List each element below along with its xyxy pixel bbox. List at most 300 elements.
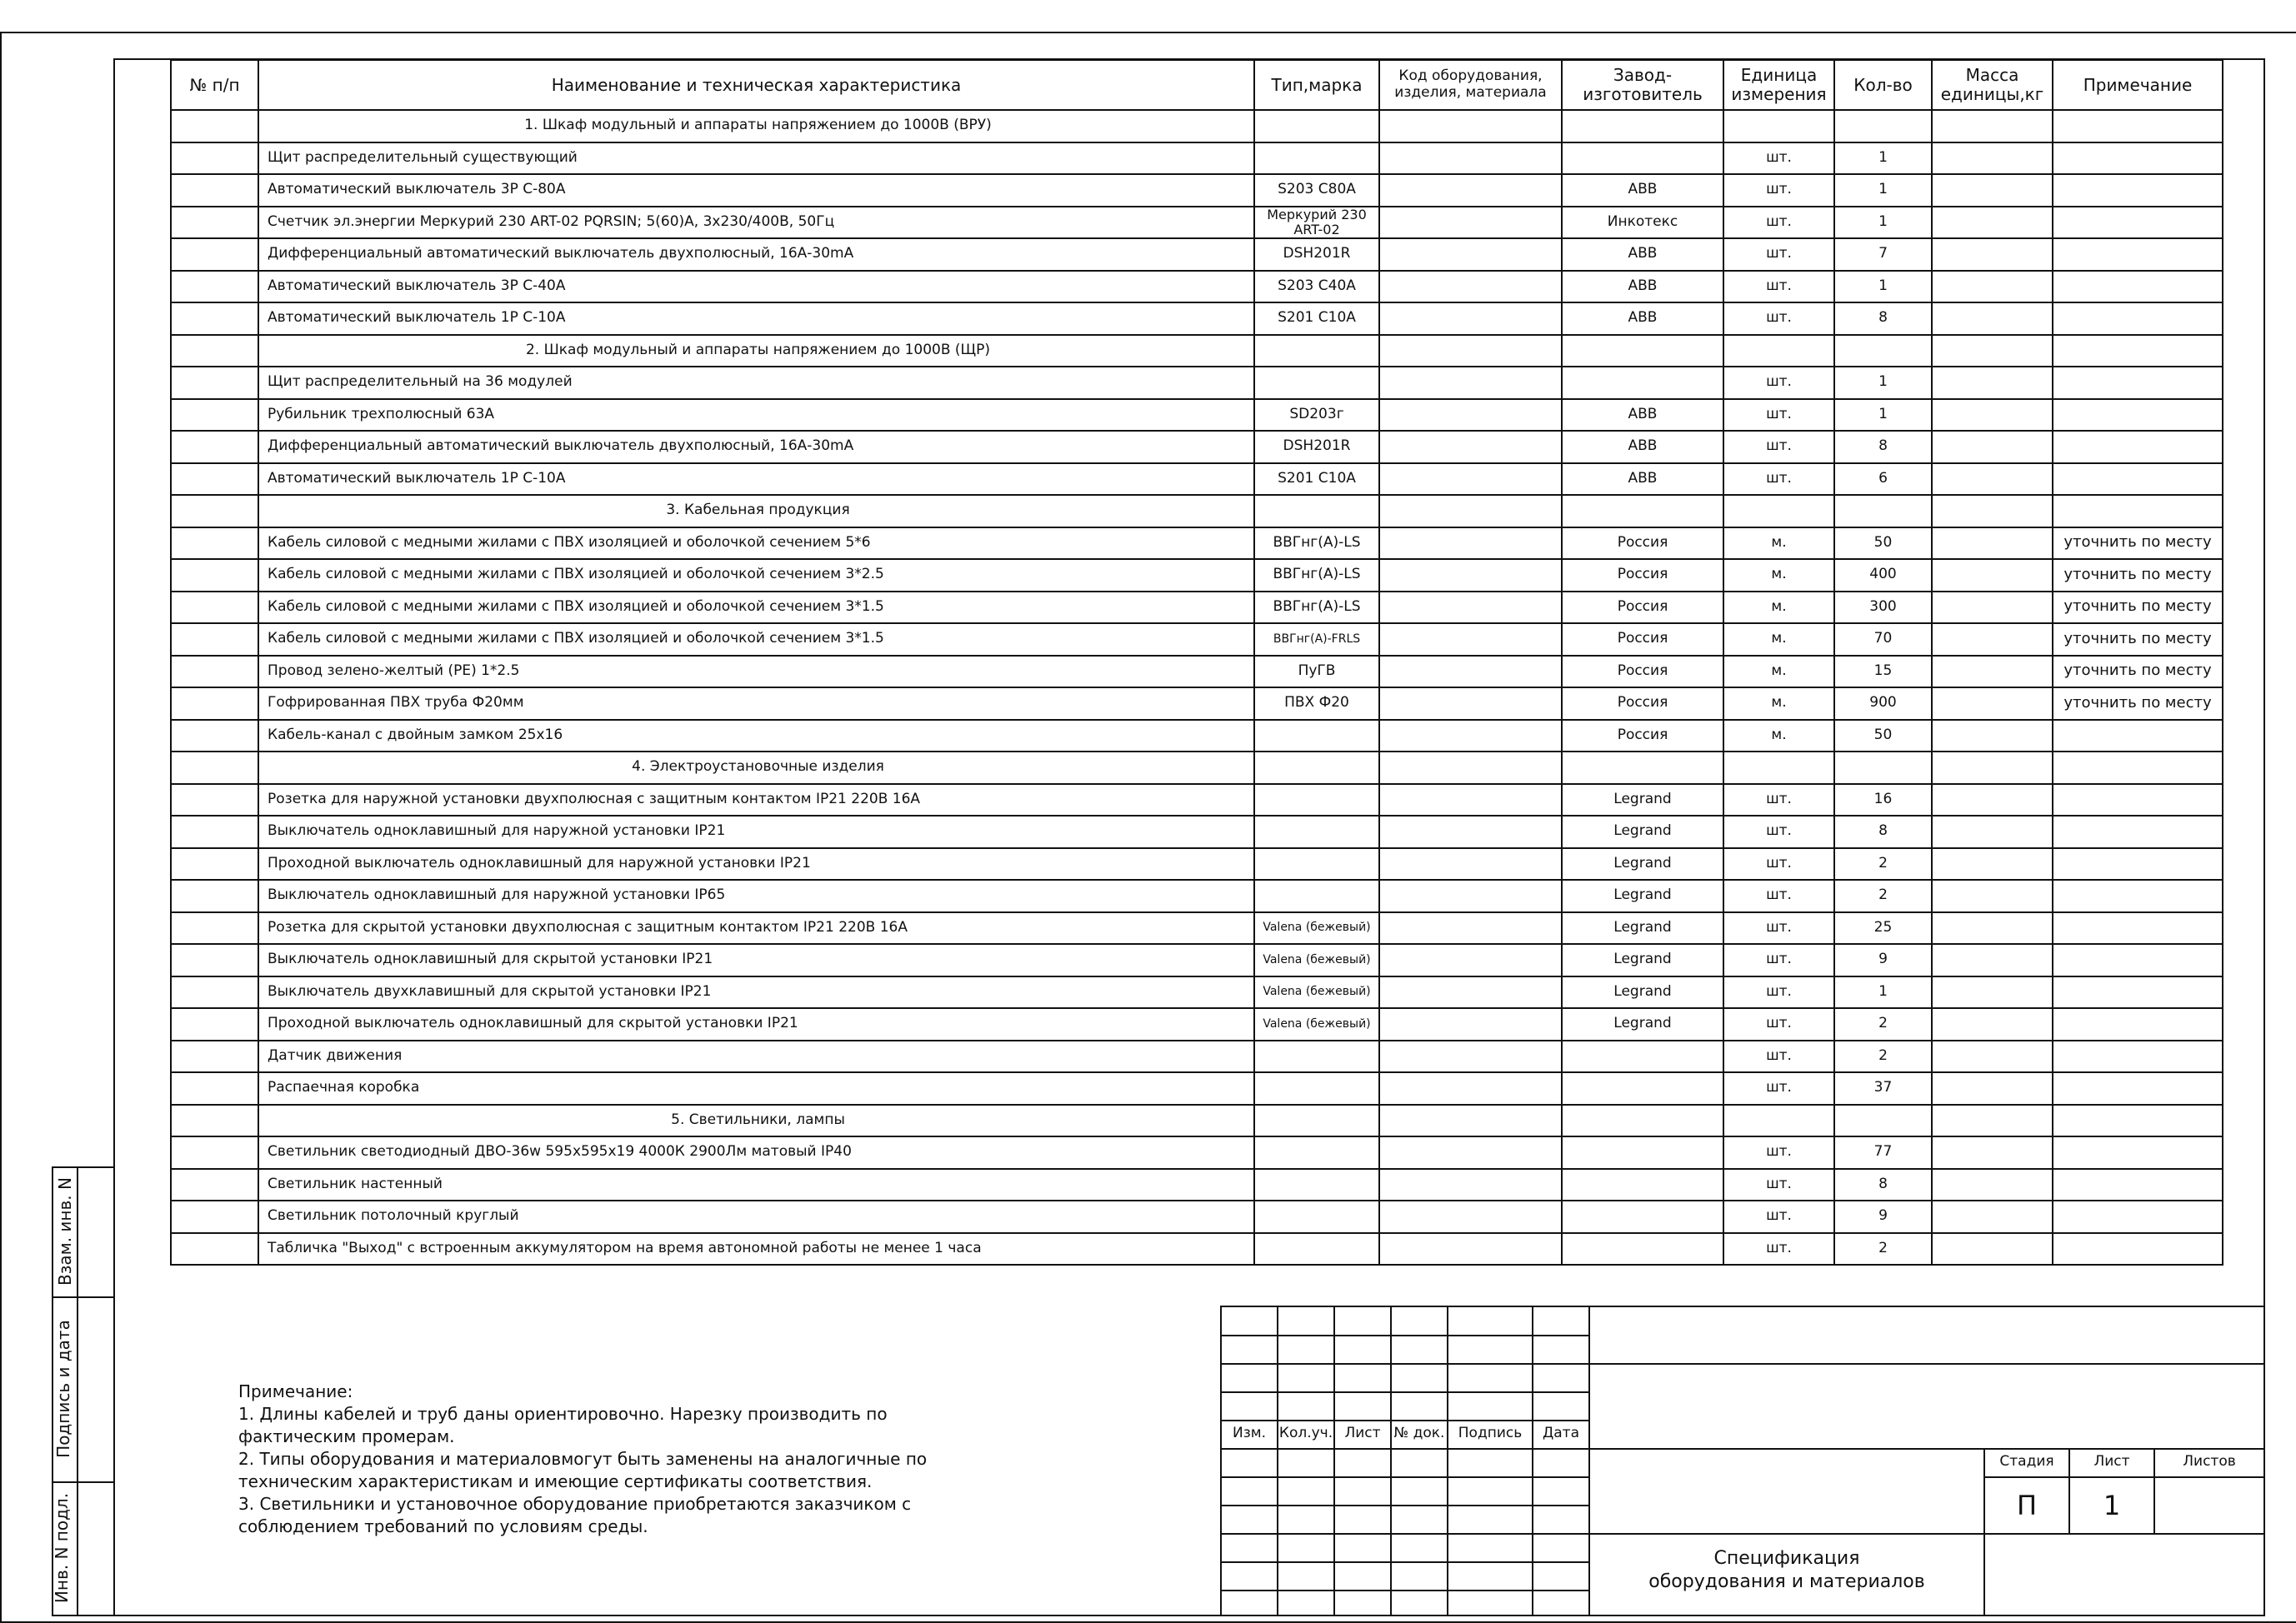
cell-name: 5. Светильники, лампы: [258, 1105, 1254, 1137]
cell-note: [2053, 720, 2223, 752]
cell-qty: 900: [1834, 687, 1932, 720]
cell-mass: [1932, 335, 2053, 367]
tb-col-ndok: № док.: [1393, 1425, 1445, 1441]
cell-mass: [1932, 302, 2053, 335]
sheet-border-left: [0, 32, 2, 1623]
cell-num: [171, 271, 258, 303]
table-row: [171, 720, 2223, 752]
table-row: [171, 271, 2223, 303]
doc-title-line1: Спецификация: [1713, 1548, 1860, 1569]
cell-unit: [1723, 110, 1834, 142]
cell-type: S203 C80A: [1254, 174, 1379, 207]
cell-code: [1379, 1136, 1562, 1169]
table-row: [171, 1169, 2223, 1201]
cell-note: [2053, 944, 2223, 976]
cell-note: уточнить по месту: [2053, 623, 2223, 656]
cell-code: [1379, 880, 1562, 912]
cell-note: [2053, 752, 2223, 784]
cell-num: [171, 944, 258, 976]
cell-unit: м.: [1723, 720, 1834, 752]
cell-mass: [1932, 110, 2053, 142]
cell-type: [1254, 1233, 1379, 1266]
cell-unit: шт.: [1723, 784, 1834, 816]
cell-maker: [1562, 495, 1723, 527]
cell-name: Выключатель двухклавишный для скрытой установки IP21: [258, 976, 1254, 1009]
cell-maker: Legrand: [1562, 880, 1723, 912]
cell-note: [2053, 431, 2223, 463]
cell-type: DSH201R: [1254, 431, 1379, 463]
table-row: [171, 302, 2223, 335]
cell-type: S203 C40A: [1254, 271, 1379, 303]
cell-maker: Россия: [1562, 592, 1723, 624]
cell-mass: [1932, 238, 2053, 271]
cell-code: [1379, 271, 1562, 303]
cell-note: [2053, 110, 2223, 142]
cell-mass: [1932, 174, 2053, 207]
cell-note: уточнить по месту: [2053, 592, 2223, 624]
tb-line: [1588, 1448, 2265, 1450]
cell-mass: [1932, 431, 2053, 463]
cell-num: [171, 784, 258, 816]
cell-unit: м.: [1723, 559, 1834, 592]
cell-name: Гофрированная ПВХ труба Ф20мм: [258, 687, 1254, 720]
tb-line: [1983, 1448, 1985, 1616]
cell-maker: ABB: [1562, 399, 1723, 432]
cell-unit: [1723, 335, 1834, 367]
cell-num: [171, 1008, 258, 1041]
cell-qty: 2: [1834, 1008, 1932, 1041]
cell-note: [2053, 880, 2223, 912]
cell-name: Кабель силовой с медными жилами с ПВХ изоляцией и оболочкой сечением 3*2.5: [258, 559, 1254, 592]
cell-maker: Россия: [1562, 687, 1723, 720]
cell-note: [2053, 1072, 2223, 1105]
header-name: Наименование и техническая характеристика: [258, 60, 1254, 110]
cell-unit: шт.: [1723, 207, 1834, 239]
cell-note: [2053, 784, 2223, 816]
cell-num: [171, 1201, 258, 1233]
cell-type: [1254, 1072, 1379, 1105]
cell-num: [171, 1041, 258, 1073]
cell-note: [2053, 174, 2223, 207]
cell-num: [171, 367, 258, 399]
cell-maker: ABB: [1562, 238, 1723, 271]
cell-type: ВВГнг(А)-FRLS: [1254, 623, 1379, 656]
cell-type: [1254, 880, 1379, 912]
table-row: [171, 816, 2223, 848]
tb-sheet-label: Лист: [2093, 1453, 2130, 1470]
cell-code: [1379, 1201, 1562, 1233]
cell-code: [1379, 1072, 1562, 1105]
cell-type: [1254, 1136, 1379, 1169]
cell-num: [171, 1105, 258, 1137]
cell-type: [1254, 495, 1379, 527]
cell-type: Valena (бежевый): [1254, 976, 1379, 1009]
cell-qty: 50: [1834, 720, 1932, 752]
table-row: [171, 848, 2223, 881]
tb-sheets-label: Листов: [2183, 1453, 2236, 1470]
table-row: [171, 207, 2223, 239]
tb-line: [1588, 1306, 1590, 1616]
cell-maker: ABB: [1562, 302, 1723, 335]
cell-note: [2053, 1041, 2223, 1073]
table-row: [171, 1072, 2223, 1105]
cell-name: 1. Шкаф модульный и аппараты напряжением до 1000В (ВРУ): [258, 110, 1254, 142]
table-row: [171, 1233, 2223, 1266]
tb-line: [1390, 1306, 1392, 1616]
cell-qty: 7: [1834, 238, 1932, 271]
section-row: [171, 752, 2223, 784]
cell-num: [171, 623, 258, 656]
cell-num: [171, 816, 258, 848]
cell-name: Щит распределительный на 36 модулей: [258, 367, 1254, 399]
table-body: [171, 110, 2223, 1265]
cell-note: [2053, 367, 2223, 399]
tb-sheet-value: 1: [2103, 1490, 2121, 1521]
cell-mass: [1932, 142, 2053, 175]
cell-mass: [1932, 1169, 2053, 1201]
cell-num: [171, 463, 258, 496]
cell-qty: 1: [1834, 207, 1932, 239]
cell-unit: шт.: [1723, 880, 1834, 912]
cell-name: Проходной выключатель одноклавишный для наружной установки IP21: [258, 848, 1254, 881]
header-code: Код оборудования, изделия, материала: [1379, 60, 1562, 110]
cell-note: [2053, 816, 2223, 848]
cell-type: ВВГнг(А)-LS: [1254, 559, 1379, 592]
cell-unit: шт.: [1723, 912, 1834, 945]
cell-note: уточнить по месту: [2053, 687, 2223, 720]
cell-type: DSH201R: [1254, 238, 1379, 271]
cell-note: [2053, 271, 2223, 303]
cell-qty: 9: [1834, 944, 1932, 976]
tb-line: [1220, 1306, 2265, 1307]
cell-unit: шт.: [1723, 238, 1834, 271]
table-header-row: [171, 60, 2223, 110]
cell-code: [1379, 1008, 1562, 1041]
cell-type: Valena (бежевый): [1254, 912, 1379, 945]
cell-num: [171, 848, 258, 881]
tb-line: [1532, 1306, 1533, 1616]
cell-note: [2053, 912, 2223, 945]
cell-type: Меркурий 230 ART-02: [1254, 207, 1379, 239]
table-row: [171, 463, 2223, 496]
cell-note: [2053, 142, 2223, 175]
cell-maker: Legrand: [1562, 944, 1723, 976]
cell-mass: [1932, 463, 2053, 496]
tb-col-izm: Изм.: [1233, 1425, 1266, 1441]
specification-table: [170, 59, 2223, 1266]
tb-stage-value: П: [2016, 1490, 2038, 1521]
cell-qty: 300: [1834, 592, 1932, 624]
cell-maker: Россия: [1562, 656, 1723, 688]
cell-unit: шт.: [1723, 1201, 1834, 1233]
cell-code: [1379, 752, 1562, 784]
cell-type: [1254, 367, 1379, 399]
header-type: Тип,марка: [1254, 60, 1379, 110]
cell-unit: шт.: [1723, 302, 1834, 335]
cell-code: [1379, 367, 1562, 399]
cell-type: [1254, 784, 1379, 816]
cell-num: [171, 399, 258, 432]
cell-type: ВВГнг(А)-LS: [1254, 592, 1379, 624]
cell-qty: 25: [1834, 912, 1932, 945]
cell-mass: [1932, 527, 2053, 560]
cell-code: [1379, 142, 1562, 175]
cell-name: Автоматический выключатель 3Р С-80А: [258, 174, 1254, 207]
notes-line: фактическим промерам.: [238, 1426, 455, 1446]
notes-line: соблюдением требований по условиям среды.: [238, 1516, 648, 1536]
cell-note: [2053, 1136, 2223, 1169]
cell-type: [1254, 752, 1379, 784]
tb-line: [1588, 1533, 2265, 1535]
cell-note: [2053, 848, 2223, 881]
tb-line: [1277, 1306, 1278, 1616]
cell-num: [171, 559, 258, 592]
cell-note: [2053, 463, 2223, 496]
cell-note: [2053, 1233, 2223, 1266]
cell-mass: [1932, 1072, 2053, 1105]
cell-code: [1379, 592, 1562, 624]
cell-name: Кабель силовой с медными жилами с ПВХ изоляцией и оболочкой сечением 3*1.5: [258, 623, 1254, 656]
cell-num: [171, 335, 258, 367]
cell-name: Кабель-канал с двойным замком 25х16: [258, 720, 1254, 752]
cell-unit: шт.: [1723, 976, 1834, 1009]
table-row: [171, 656, 2223, 688]
cell-note: [2053, 1169, 2223, 1201]
cell-num: [171, 1072, 258, 1105]
cell-qty: 8: [1834, 431, 1932, 463]
cell-qty: 1: [1834, 367, 1932, 399]
table-row: [171, 944, 2223, 976]
cell-maker: Legrand: [1562, 976, 1723, 1009]
cell-maker: [1562, 1041, 1723, 1073]
cell-code: [1379, 912, 1562, 945]
cell-qty: 1: [1834, 976, 1932, 1009]
cell-type: S201 C10A: [1254, 463, 1379, 496]
tb-col-data: Дата: [1542, 1425, 1580, 1441]
table-row: [171, 174, 2223, 207]
cell-maker: ABB: [1562, 431, 1723, 463]
cell-mass: [1932, 944, 2053, 976]
cell-code: [1379, 656, 1562, 688]
cell-note: [2053, 1105, 2223, 1137]
cell-qty: 1: [1834, 271, 1932, 303]
cell-unit: м.: [1723, 687, 1834, 720]
cell-qty: 400: [1834, 559, 1932, 592]
cell-name: Выключатель одноклавишный для скрытой установки IP21: [258, 944, 1254, 976]
cell-note: [2053, 335, 2223, 367]
cell-maker: Legrand: [1562, 1008, 1723, 1041]
cell-mass: [1932, 1233, 2053, 1266]
cell-mass: [1932, 559, 2053, 592]
cell-maker: Россия: [1562, 559, 1723, 592]
cell-maker: [1562, 1201, 1723, 1233]
cell-unit: м.: [1723, 656, 1834, 688]
section-row: [171, 495, 2223, 527]
cell-code: [1379, 1041, 1562, 1073]
header-qty: Кол-во: [1834, 60, 1932, 110]
cell-num: [171, 207, 258, 239]
table-row: [171, 784, 2223, 816]
cell-code: [1379, 110, 1562, 142]
cell-type: Valena (бежевый): [1254, 944, 1379, 976]
section-row: [171, 110, 2223, 142]
cell-num: [171, 431, 258, 463]
cell-maker: Россия: [1562, 527, 1723, 560]
table-row: [171, 976, 2223, 1009]
cell-unit: м.: [1723, 592, 1834, 624]
cell-maker: ABB: [1562, 174, 1723, 207]
cell-maker: [1562, 110, 1723, 142]
cell-name: Счетчик эл.энергии Меркурий 230 ART-02 PQRSIN; 5(60)А, 3х230/400В, 50Гц: [258, 207, 1254, 239]
cell-num: [171, 1169, 258, 1201]
cell-type: [1254, 848, 1379, 881]
cell-qty: 77: [1834, 1136, 1932, 1169]
cell-note: [2053, 1201, 2223, 1233]
cell-maker: [1562, 367, 1723, 399]
cell-name: Автоматический выключатель 1Р С-10А: [258, 302, 1254, 335]
notes-line: 2. Типы оборудования и материаловмогут быть заменены на аналогичные по: [238, 1449, 928, 1469]
table-row: [171, 592, 2223, 624]
cell-qty: 2: [1834, 848, 1932, 881]
cell-type: ПВХ Ф20: [1254, 687, 1379, 720]
cell-type: ПуГВ: [1254, 656, 1379, 688]
cell-name: Выключатель одноклавишный для наружной установки IP65: [258, 880, 1254, 912]
cell-qty: 6: [1834, 463, 1932, 496]
cell-mass: [1932, 1008, 2053, 1041]
cell-type: ВВГнг(А)-LS: [1254, 527, 1379, 560]
cell-mass: [1932, 623, 2053, 656]
cell-unit: [1723, 1105, 1834, 1137]
cell-qty: 1: [1834, 174, 1932, 207]
cell-maker: [1562, 1105, 1723, 1137]
cell-type: [1254, 110, 1379, 142]
cell-mass: [1932, 752, 2053, 784]
notes-block: [238, 1381, 1155, 1538]
cell-type: [1254, 335, 1379, 367]
cell-note: [2053, 976, 2223, 1009]
frame-bottom: [52, 1615, 2265, 1616]
cell-name: Автоматический выключатель 1Р С-10А: [258, 463, 1254, 496]
cell-num: [171, 142, 258, 175]
cell-qty: 1: [1834, 142, 1932, 175]
cell-maker: [1562, 142, 1723, 175]
cell-code: [1379, 302, 1562, 335]
table-row: [171, 431, 2223, 463]
cell-num: [171, 238, 258, 271]
cell-mass: [1932, 1136, 2053, 1169]
cell-unit: шт.: [1723, 1169, 1834, 1201]
cell-name: Светильник настенный: [258, 1169, 1254, 1201]
cell-maker: Инкотекс: [1562, 207, 1723, 239]
cell-num: [171, 110, 258, 142]
cell-name: 4. Электроустановочные изделия: [258, 752, 1254, 784]
tb-col-koluch: Кол.уч.: [1278, 1425, 1333, 1441]
cell-mass: [1932, 880, 2053, 912]
cell-maker: [1562, 1072, 1723, 1105]
cell-unit: шт.: [1723, 142, 1834, 175]
tb-line: [1447, 1306, 1448, 1616]
cell-name: Проходной выключатель одноклавишный для скрытой установки IP21: [258, 1008, 1254, 1041]
notes-title: Примечание:: [238, 1381, 353, 1401]
stamp-inv-label: Инв. N подл.: [52, 1492, 72, 1604]
cell-maker: [1562, 752, 1723, 784]
cell-code: [1379, 848, 1562, 881]
header-num: № п/п: [171, 60, 258, 110]
cell-name: Табличка "Выход" с встроенным аккумулятором на время автономной работы не менее 1 часа: [258, 1233, 1254, 1266]
cell-unit: шт.: [1723, 399, 1834, 432]
cell-qty: 8: [1834, 1169, 1932, 1201]
cell-num: [171, 527, 258, 560]
cell-mass: [1932, 271, 2053, 303]
cell-mass: [1932, 1201, 2053, 1233]
cell-code: [1379, 784, 1562, 816]
cell-qty: [1834, 495, 1932, 527]
cell-code: [1379, 976, 1562, 1009]
table-row: [171, 880, 2223, 912]
cell-name: Распаечная коробка: [258, 1072, 1254, 1105]
cell-name: Выключатель одноклавишный для наружной установки IP21: [258, 816, 1254, 848]
table-row: [171, 687, 2223, 720]
cell-type: [1254, 142, 1379, 175]
tb-stage-label: Стадия: [1999, 1453, 2054, 1470]
cell-type: [1254, 1201, 1379, 1233]
cell-num: [171, 302, 258, 335]
cell-unit: [1723, 495, 1834, 527]
tb-line: [1220, 1306, 1222, 1616]
table-row: [171, 399, 2223, 432]
cell-type: SD203г: [1254, 399, 1379, 432]
cell-num: [171, 174, 258, 207]
cell-mass: [1932, 495, 2053, 527]
stamp-vzam-label: Взам. инв. N: [55, 1177, 75, 1286]
cell-code: [1379, 816, 1562, 848]
cell-mass: [1932, 1041, 2053, 1073]
cell-num: [171, 592, 258, 624]
cell-num: [171, 912, 258, 945]
cell-unit: шт.: [1723, 174, 1834, 207]
cell-qty: [1834, 110, 1932, 142]
cell-code: [1379, 687, 1562, 720]
cell-qty: 50: [1834, 527, 1932, 560]
cell-name: Светильник потолочный круглый: [258, 1201, 1254, 1233]
cell-name: 2. Шкаф модульный и аппараты напряжением до 1000В (ЩР): [258, 335, 1254, 367]
cell-maker: [1562, 335, 1723, 367]
cell-code: [1379, 1169, 1562, 1201]
cell-num: [171, 720, 258, 752]
cell-unit: шт.: [1723, 816, 1834, 848]
cell-maker: Россия: [1562, 623, 1723, 656]
stamp-line: [77, 1166, 78, 1616]
cell-unit: м.: [1723, 527, 1834, 560]
tb-line: [1983, 1476, 2265, 1478]
cell-name: Розетка для скрытой установки двухполюсная с защитным контактом IP21 220В 16А: [258, 912, 1254, 945]
cell-num: [171, 752, 258, 784]
cell-note: [2053, 495, 2223, 527]
cell-code: [1379, 463, 1562, 496]
cell-mass: [1932, 656, 2053, 688]
cell-unit: шт.: [1723, 1136, 1834, 1169]
cell-qty: 8: [1834, 816, 1932, 848]
cell-unit: [1723, 752, 1834, 784]
cell-note: [2053, 1008, 2223, 1041]
cell-code: [1379, 431, 1562, 463]
cell-code: [1379, 335, 1562, 367]
cell-note: [2053, 399, 2223, 432]
cell-maker: Legrand: [1562, 912, 1723, 945]
tb-line: [1333, 1306, 1335, 1616]
cell-type: [1254, 1041, 1379, 1073]
table-row: [171, 1041, 2223, 1073]
